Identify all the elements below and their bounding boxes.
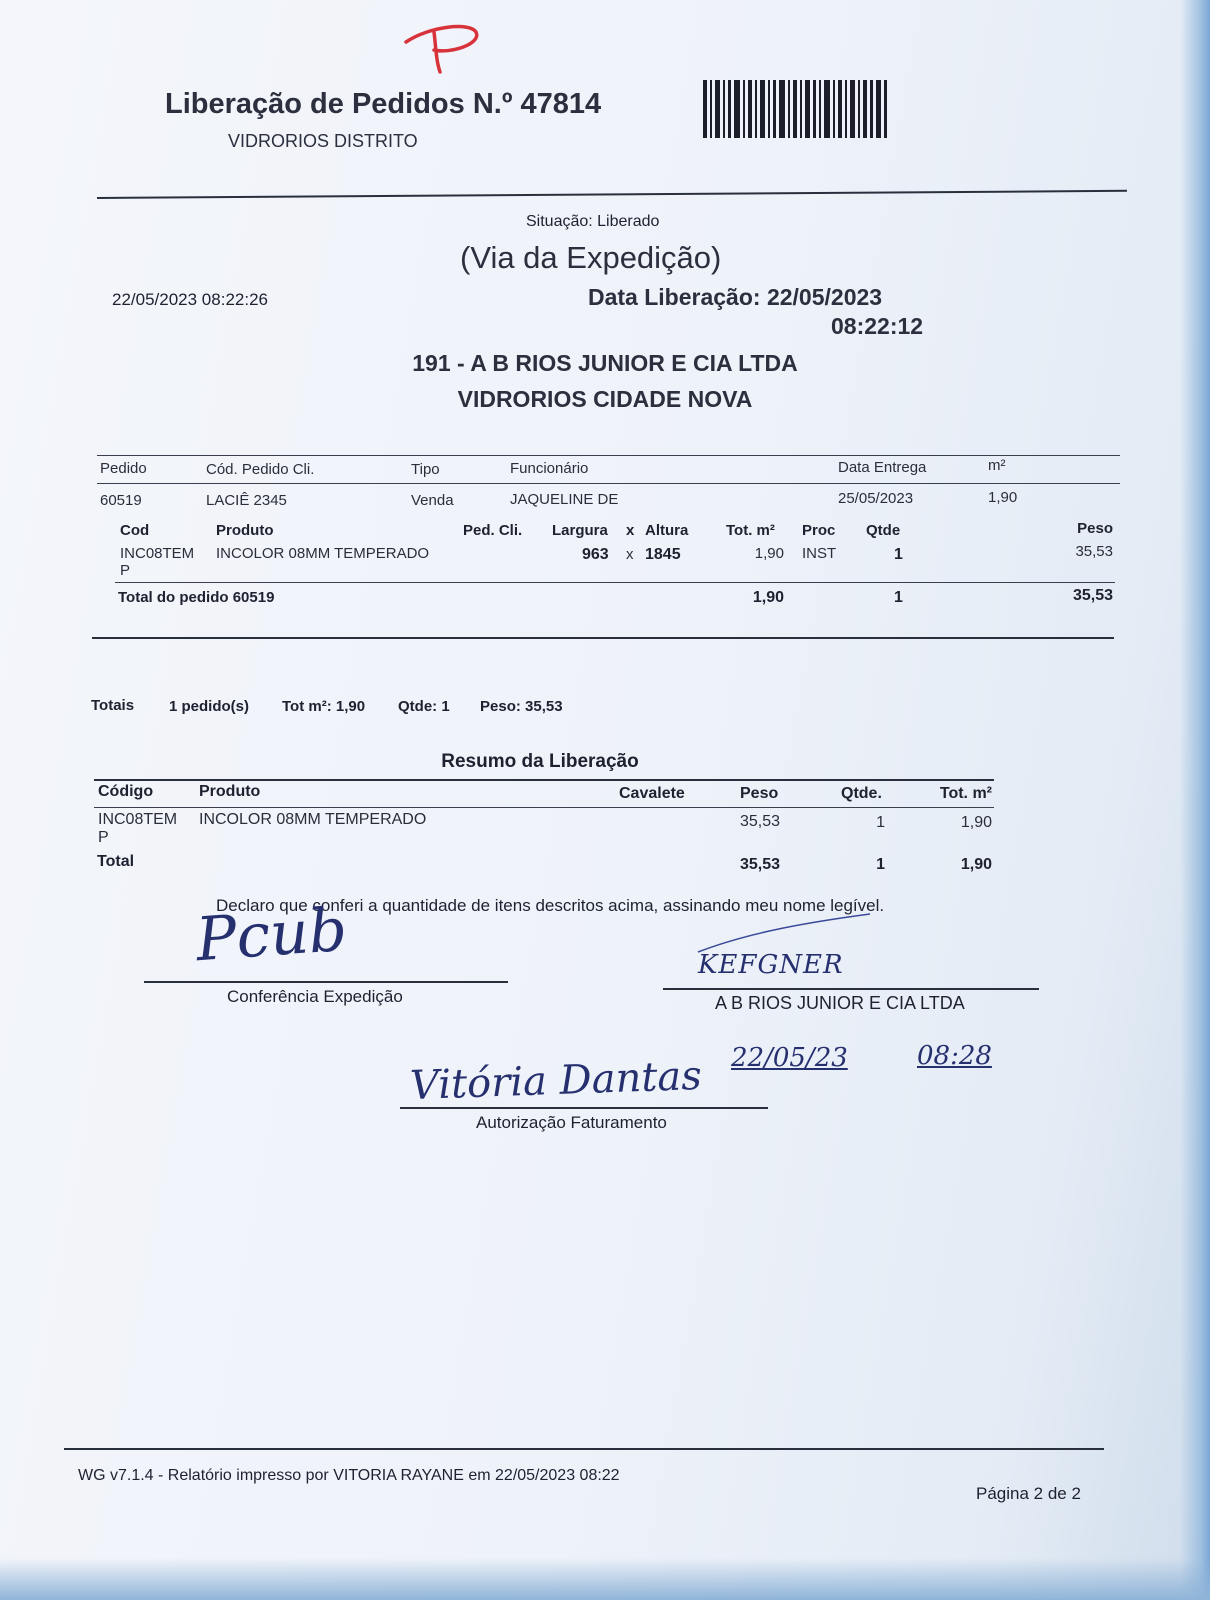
resumo-col-peso: Peso (740, 785, 779, 802)
col-funcionario: Funcionário (510, 460, 589, 477)
item-col-peso: Peso (1077, 520, 1113, 537)
item-cod-line1: INC08TEM (120, 545, 195, 562)
item-col-altura: Altura (645, 522, 689, 539)
conferencia-line (144, 981, 508, 983)
resumo-header-rule (94, 807, 994, 808)
order-cod-pedido-cli: LACIÊ 2345 (206, 492, 287, 509)
totais-tot-m2: Tot m²: 1,90 (282, 698, 366, 715)
resumo-tot-m2: 1,90 (960, 814, 992, 831)
resumo-produto: INCOLOR 08MM TEMPERADO (199, 811, 427, 828)
data-liberacao-time: 08:22:12 (831, 313, 924, 339)
resumo-col-produto: Produto (199, 783, 261, 800)
totais-pedidos: 1 pedido(s) (169, 698, 250, 715)
footer-printed-by: WG v7.1.4 - Relatório impresso por VITORIA RAYANE em 22/05/2023 08:22 (78, 1467, 620, 1484)
resumo-codigo-line1: INC08TEM (98, 811, 178, 828)
barcode-icon (703, 80, 888, 138)
order-funcionario: JAQUELINE DE (510, 491, 619, 508)
autorizacao-label: Autorização Faturamento (476, 1113, 667, 1132)
hand-date: 22/05/23 (731, 1043, 848, 1073)
item-col-proc: Proc (802, 522, 836, 539)
resumo-codigo-line2: P (98, 829, 109, 846)
resumo-qtde: 1 (876, 814, 885, 831)
order-table-top-rule (97, 455, 1120, 456)
page-edge-shadow (1180, 0, 1210, 1600)
resumo-col-tot-m2: Tot. m² (939, 785, 992, 802)
item-col-qtde: Qtde (866, 522, 901, 539)
cliente-signature: KEFGNER (698, 950, 844, 980)
conferencia-signature: Pcub (193, 894, 350, 976)
order-total-m2: 1,90 (752, 589, 784, 606)
order-total-peso: 35,53 (1072, 587, 1113, 604)
resumo-total-peso: 35,53 (739, 856, 780, 873)
resumo-top-rule (94, 779, 994, 781)
col-data-entrega: Data Entrega (838, 459, 927, 476)
item-col-cod: Cod (120, 522, 150, 539)
header-divider (97, 190, 1127, 199)
item-col-x: x (626, 522, 635, 539)
client-branch: VIDRORIOS CIDADE NOVA (457, 386, 753, 412)
client-name: 191 - A B RIOS JUNIOR E CIA LTDA (412, 350, 798, 376)
item-x: x (626, 546, 634, 563)
resumo-title: Resumo da Liberação (441, 751, 639, 772)
order-total-rule (115, 582, 1115, 583)
item-tot-m2: 1,90 (754, 545, 784, 562)
data-liberacao (588, 284, 882, 311)
autorizacao-signature: Vitória Dantas (409, 1052, 703, 1110)
footer-page: Página 2 de 2 (976, 1484, 1081, 1503)
totais-peso: Peso: 35,53 (480, 698, 563, 715)
col-cod-pedido-cli: Cód. Pedido Cli. (206, 461, 315, 478)
document-subtitle: VIDRORIOS DISTRITO (228, 131, 418, 151)
data-liberacao-date: 22/05/2023 (766, 284, 883, 310)
item-qtde: 1 (894, 546, 903, 563)
order-total-qtde: 1 (894, 589, 903, 606)
item-altura: 1845 (645, 546, 681, 563)
item-cod-line2: P (120, 562, 131, 579)
totais-label: Totais (91, 697, 135, 714)
item-col-largura: Largura (552, 522, 608, 539)
document-title: Liberação de Pedidos N.º 47814 (165, 88, 602, 120)
resumo-total-label: Total (97, 853, 135, 870)
declaration-text: Declaro que conferi a quantidade de itens descritos acima, assinando meu nome legível. (216, 896, 885, 915)
via-title: (Via da Expedição) (460, 240, 722, 275)
autorizacao-line (400, 1107, 768, 1109)
col-tipo: Tipo (411, 461, 440, 478)
item-largura: 963 (582, 546, 609, 563)
resumo-peso: 35,53 (739, 813, 780, 830)
resumo-total-qtde: 1 (876, 856, 885, 873)
item-peso: 35,53 (1075, 543, 1113, 560)
order-data-entrega: 25/05/2023 (838, 490, 914, 507)
item-col-produto: Produto (216, 522, 274, 539)
cliente-line (663, 988, 1039, 990)
col-pedido: Pedido (100, 460, 147, 477)
cliente-label: A B RIOS JUNIOR E CIA LTDA (715, 993, 965, 1013)
item-proc: INST (802, 545, 837, 562)
resumo-col-codigo: Código (98, 783, 154, 800)
red-p-mark (400, 20, 490, 80)
data-liberacao-label: Data Liberação: (588, 284, 761, 310)
resumo-col-cavalete: Cavalete (619, 785, 685, 802)
order-m2: 1,90 (988, 489, 1018, 506)
hand-time: 08:28 (917, 1041, 992, 1071)
footer-rule (64, 1448, 1104, 1450)
printed-timestamp: 22/05/2023 08:22:26 (112, 290, 268, 309)
order-table-bottom-rule (92, 637, 1114, 639)
item-col-ped-cli: Ped. Cli. (463, 522, 523, 539)
order-total-label: Total do pedido 60519 (118, 589, 275, 606)
page-bottom-band (0, 1558, 1210, 1600)
order-pedido: 60519 (100, 492, 142, 509)
item-col-tot-m2: Tot. m² (726, 522, 775, 539)
conferencia-label: Conferência Expedição (227, 987, 403, 1006)
order-table-header-rule (97, 483, 1120, 484)
resumo-total-tot-m2: 1,90 (960, 856, 992, 873)
item-produto: INCOLOR 08MM TEMPERADO (216, 545, 430, 562)
resumo-col-qtde: Qtde. (841, 785, 882, 802)
situacao-label: Situação: Liberado (526, 213, 660, 230)
order-tipo: Venda (411, 492, 454, 509)
totais-qtde: Qtde: 1 (398, 698, 450, 715)
col-m2: m² (988, 457, 1006, 474)
